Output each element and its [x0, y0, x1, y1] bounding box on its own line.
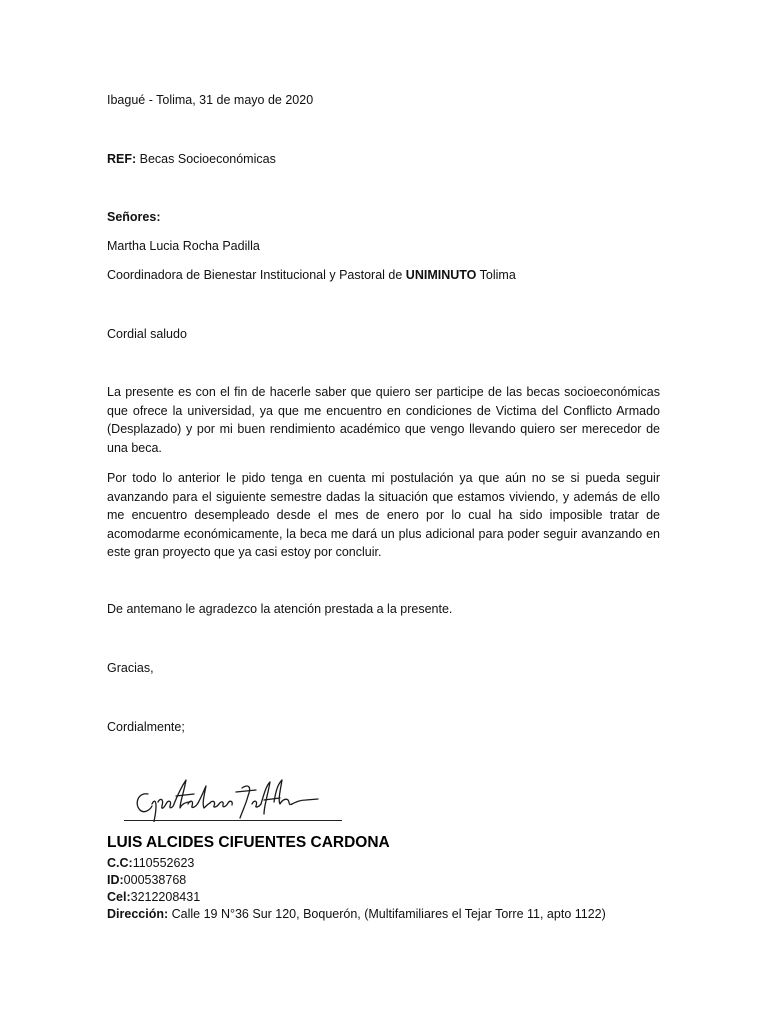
signature	[124, 770, 344, 822]
id-label: ID:	[107, 873, 124, 887]
signature-line	[124, 820, 342, 821]
salutation-title-text: Señores:	[107, 210, 161, 224]
thanks-line: De antemano le agradezco la atención prestada a la presente.	[107, 602, 453, 616]
reference-line	[107, 150, 276, 168]
address-label: Dirección:	[107, 907, 169, 921]
recipient-role	[107, 266, 516, 284]
ref-label: REF:	[107, 152, 137, 166]
greeting: Cordial saludo	[107, 327, 187, 341]
cel-label: Cel:	[107, 890, 131, 904]
address-value: Calle 19 N°36 Sur 120, Boquerón, (Multifamiliares el Tejar Torre 11, apto 1122)	[168, 907, 606, 921]
place-date: Ibagué - Tolima, 31 de mayo de 2020	[107, 93, 314, 107]
signature-drawing	[124, 770, 344, 822]
closing: Cordialmente;	[107, 720, 185, 734]
salutation-title	[107, 208, 161, 226]
cc-value: 110552623	[132, 856, 195, 870]
thanks: Gracias,	[107, 661, 154, 675]
recipient-role-prefix: Coordinadora de Bienestar Institucional y Pastoral de	[107, 268, 406, 282]
ref-text: Becas Socioeconómicas	[136, 152, 276, 166]
sender-cel	[107, 889, 200, 906]
id-value: 000538768	[123, 873, 187, 887]
sender-name: LUIS ALCIDES CIFUENTES CARDONA	[107, 834, 390, 851]
sender-address	[107, 906, 606, 923]
recipient-org: UNIMINUTO	[405, 268, 477, 282]
sender-id	[107, 872, 186, 889]
body-paragraph-2: Por todo lo anterior le pido tenga en cuenta mi postulación ya que aún no se si pueda seguir avanzando para el siguiente semestre dadas la situación que estamos viviendo, y además de ello me encuentro desempleado desde el mes de enero por lo cual ha sido imposible tratar de acomodarme económicamente, la beca me dará un plus adicional para poder seguir avanzando en este gran proyecto que ya casi estoy por concluir.	[107, 471, 660, 560]
recipient-name: Martha Lucia Rocha Padilla	[107, 239, 260, 253]
cc-label: C.C:	[107, 856, 133, 870]
recipient-role-suffix: Tolima	[476, 268, 516, 282]
cel-value: 3212208431	[130, 890, 201, 904]
sender-cc	[107, 855, 194, 872]
body-paragraph-1: La presente es con el fin de hacerle saber que quiero ser participe de las becas socioeconómicas que ofrece la universidad, ya que me encuentro en condiciones de Victima del Conflicto Armado (Desplazado) y por mi buen rendimiento académico que vengo llevando quiero ser merecedor de una beca.	[107, 385, 660, 455]
